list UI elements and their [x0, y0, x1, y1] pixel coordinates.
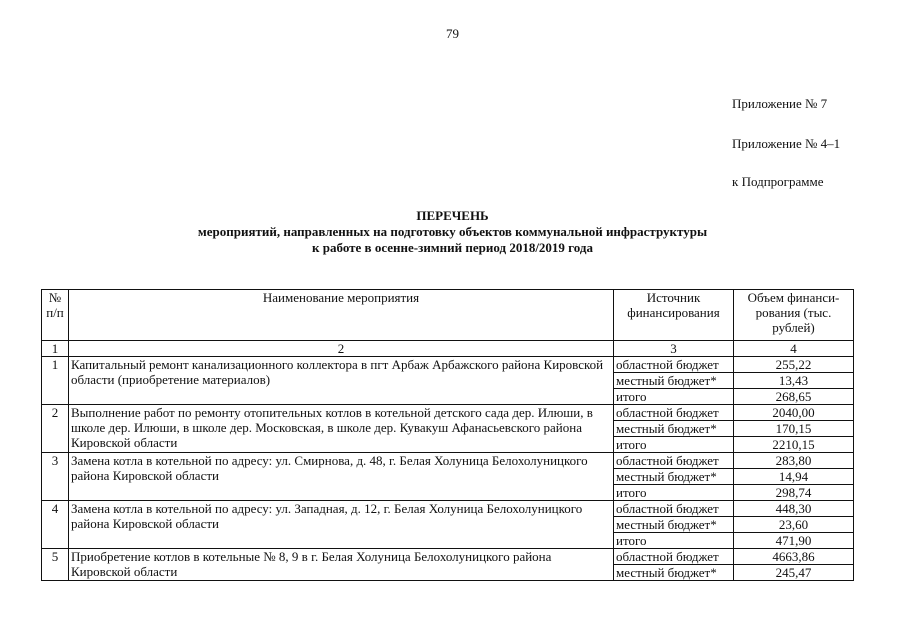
- funding-source: итого: [614, 437, 734, 453]
- column-number-3: 3: [614, 341, 734, 357]
- measure-number: 4: [42, 501, 69, 549]
- table-row: [42, 357, 854, 373]
- table-row: [42, 549, 854, 565]
- measure-number: 3: [42, 453, 69, 501]
- appendix-number-7: Приложение № 7: [732, 96, 828, 111]
- table-row: [42, 405, 854, 421]
- funding-amount: 283,80: [734, 453, 854, 469]
- column-number-1: 1: [42, 341, 69, 357]
- funding-amount: 4663,86: [734, 549, 854, 565]
- header-funding-amount: Объем финанси-рования (тыс. рублей): [734, 290, 854, 341]
- measure-name: Капитальный ремонт канализационного коллектора в пгт Арбаж Арбажского района Кировской области (приобретение материалов): [69, 357, 614, 405]
- header-number: № п/п: [42, 290, 69, 341]
- column-number-2: 2: [69, 341, 614, 357]
- document-title: [0, 208, 905, 256]
- funding-amount: 448,30: [734, 501, 854, 517]
- appendix-subprogram: к Подпрограмме: [732, 174, 824, 189]
- funding-source: местный бюджет*: [614, 469, 734, 485]
- funding-source: областной бюджет: [614, 549, 734, 565]
- funding-amount: 2210,15: [734, 437, 854, 453]
- funding-amount: 245,47: [734, 565, 854, 581]
- funding-amount: 14,94: [734, 469, 854, 485]
- title-line-2: мероприятий, направленных на подготовку объектов коммунальной инфраструктуры: [197, 224, 708, 239]
- funding-amount: 23,60: [734, 517, 854, 533]
- measure-number: 2: [42, 405, 69, 453]
- measure-number: 5: [42, 549, 69, 581]
- table-row: [42, 453, 854, 469]
- measure-name: Выполнение работ по ремонту отопительных котлов в котельной детского сада дер. Илюши, в школе дер. Илюши, в школе дер. Московская, в школе дер. Кувакуш Афанасьевского района Кировской области: [69, 405, 614, 453]
- table-header-row: [42, 290, 854, 341]
- funding-source: итого: [614, 485, 734, 501]
- table-row: [42, 501, 854, 517]
- funding-source: областной бюджет: [614, 405, 734, 421]
- appendix-number-4-1: Приложение № 4–1: [732, 136, 841, 151]
- column-number-4: 4: [734, 341, 854, 357]
- header-funding-source: Источник финансирования: [614, 290, 734, 341]
- funding-source: местный бюджет*: [614, 421, 734, 437]
- funding-amount: 471,90: [734, 533, 854, 549]
- funding-source: местный бюджет*: [614, 517, 734, 533]
- funding-source: итого: [614, 389, 734, 405]
- measure-number: 1: [42, 357, 69, 405]
- funding-amount: 170,15: [734, 421, 854, 437]
- funding-amount: 298,74: [734, 485, 854, 501]
- funding-amount: 13,43: [734, 373, 854, 389]
- column-number-row: [42, 341, 854, 357]
- funding-amount: 2040,00: [734, 405, 854, 421]
- title-line-3: к работе в осенне-зимний период 2018/2019 года: [312, 240, 593, 255]
- header-measure-name: Наименование мероприятия: [69, 290, 614, 341]
- funding-source: областной бюджет: [614, 357, 734, 373]
- measures-table-body: [42, 290, 854, 581]
- funding-source: итого: [614, 533, 734, 549]
- funding-source: местный бюджет*: [614, 373, 734, 389]
- funding-amount: 255,22: [734, 357, 854, 373]
- funding-source: областной бюджет: [614, 453, 734, 469]
- funding-source: областной бюджет: [614, 501, 734, 517]
- measure-name: Замена котла в котельной по адресу: ул. Западная, д. 12, г. Белая Холуница Белохолуницкого района Кировской области: [69, 501, 614, 549]
- title-line-1: ПЕРЕЧЕНЬ: [416, 208, 489, 223]
- funding-amount: 268,65: [734, 389, 854, 405]
- funding-source: местный бюджет*: [614, 565, 734, 581]
- page-number: 79: [446, 26, 459, 41]
- measure-name: Замена котла в котельной по адресу: ул. Смирнова, д. 48, г. Белая Холуница Белохолуницкого района Кировской области: [69, 453, 614, 501]
- measure-name: Приобретение котлов в котельные № 8, 9 в г. Белая Холуница Белохолуницкого района Кировской области: [69, 549, 614, 581]
- measures-table: [41, 289, 854, 581]
